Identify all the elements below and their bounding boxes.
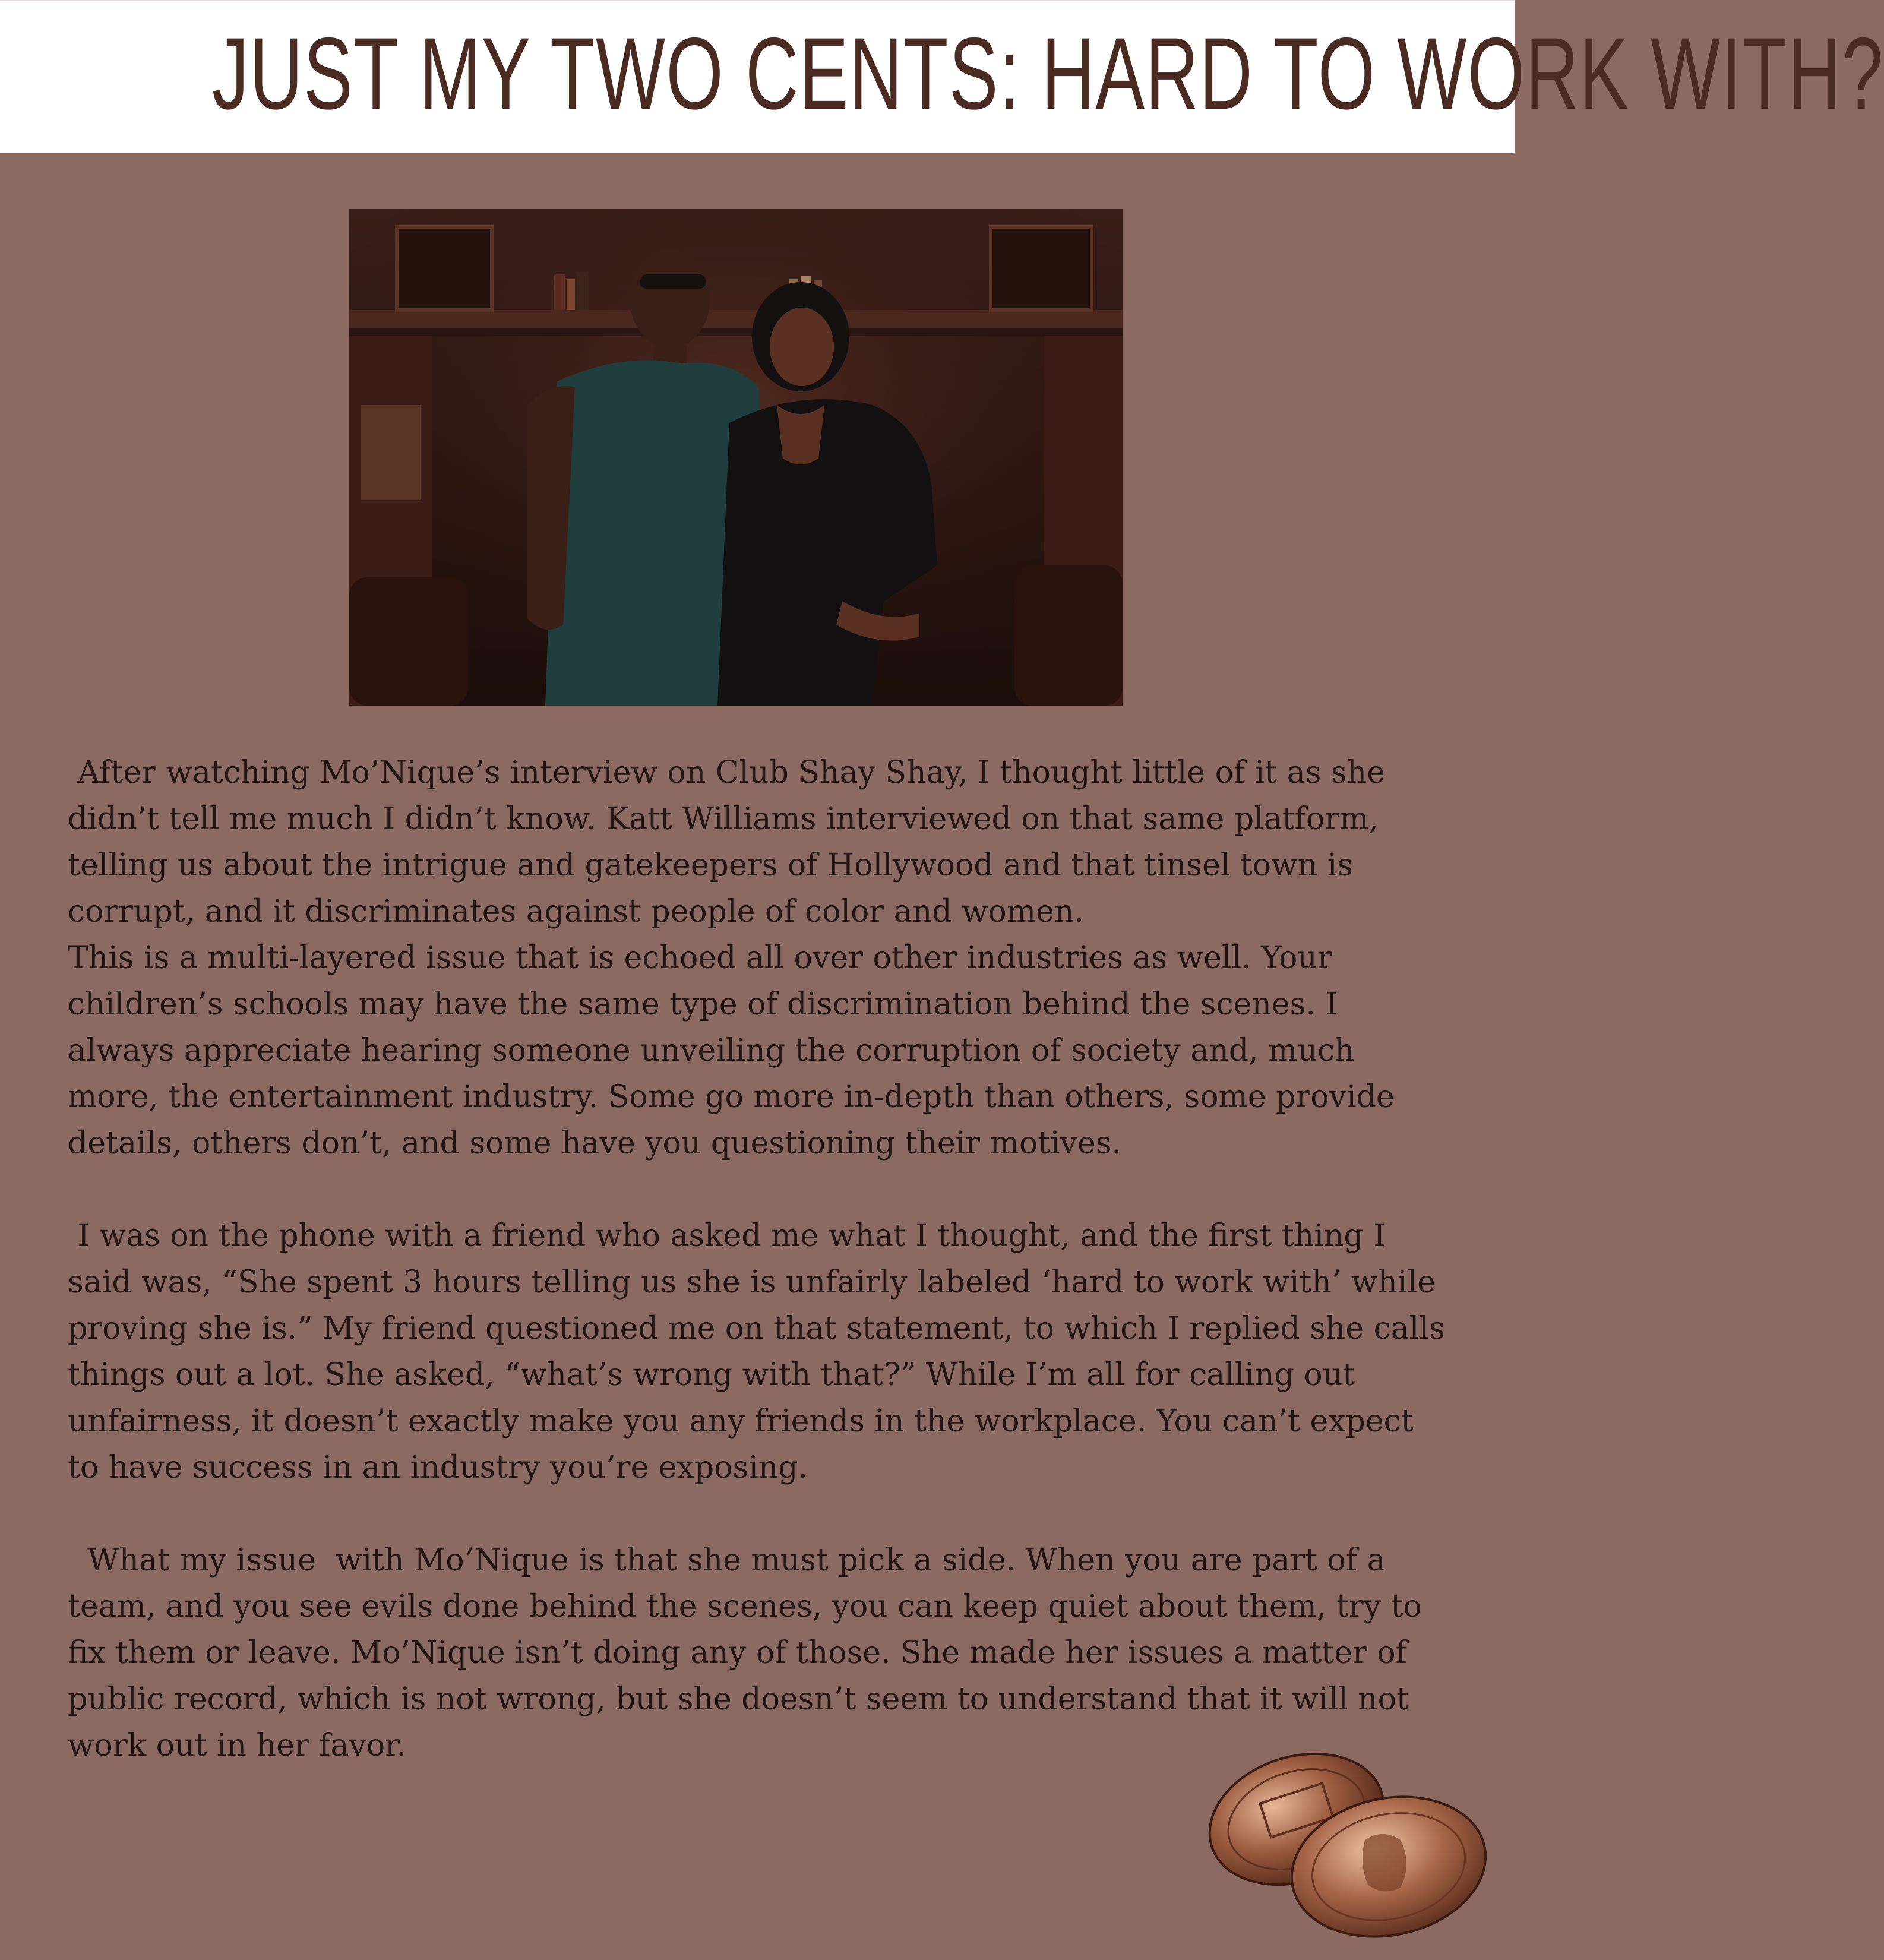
pennies-icon — [1193, 1745, 1496, 1941]
article-paragraph-2: This is a multi-layered issue that is echoed all over other industries as well. Your children’s schools may have the same type of discrimination behind the scenes. I always appreciate hearing someone unveiling the corruption of society and, much more, the entertainment industry. Some go more in-depth than others, some provide details, others don’t, and some have you questioning their motives. — [68, 940, 1405, 1161]
article-body — [68, 750, 1455, 1769]
article-paragraph-3: I was on the phone with a friend who asked me what I thought, and the first thing I said was, “She spent 3 hours telling us she is unfairly labeled ‘hard to work with’ while proving she is.” My friend questioned me on that statement, to which I replied she calls things out a lot. She asked, “what’s wrong with that?” While I’m all for calling out unfairness, it doesn’t exactly make you any friends in the workplace. You can’t expect to have success in an industry you’re exposing. — [68, 1218, 1455, 1485]
header-banner — [0, 0, 1884, 153]
paragraph-spacer — [68, 1166, 1452, 1213]
paragraph-spacer — [68, 1491, 1452, 1537]
article-paragraph-4: What my issue with Mo’Nique is that she must pick a side. When you are part of a team, and you see evils done behind the scenes, you can keep quiet about them, try to fix them or leave. Mo’Nique isn’t doing any of those. She made her issues a matter of public record, which is not wrong, but she doesn’t seem to understand that it will not work out in her favor. — [68, 1542, 1432, 1763]
page-title: JUST MY TWO CENTS: HARD TO WORK WITH? — [211, 17, 1884, 131]
photo-two-people-icon — [349, 209, 1123, 706]
article-photo — [349, 209, 1123, 706]
article-paragraph-1: After watching Mo’Nique’s interview on Club Shay Shay, I thought little of it as she didn’t tell me much I didn’t know. Katt Williams interviewed on that same platform, telling us about the intrigue and gatekeepers of Hollywood and that tinsel town is corrupt, and it discriminates against people of color and women. — [68, 755, 1395, 930]
